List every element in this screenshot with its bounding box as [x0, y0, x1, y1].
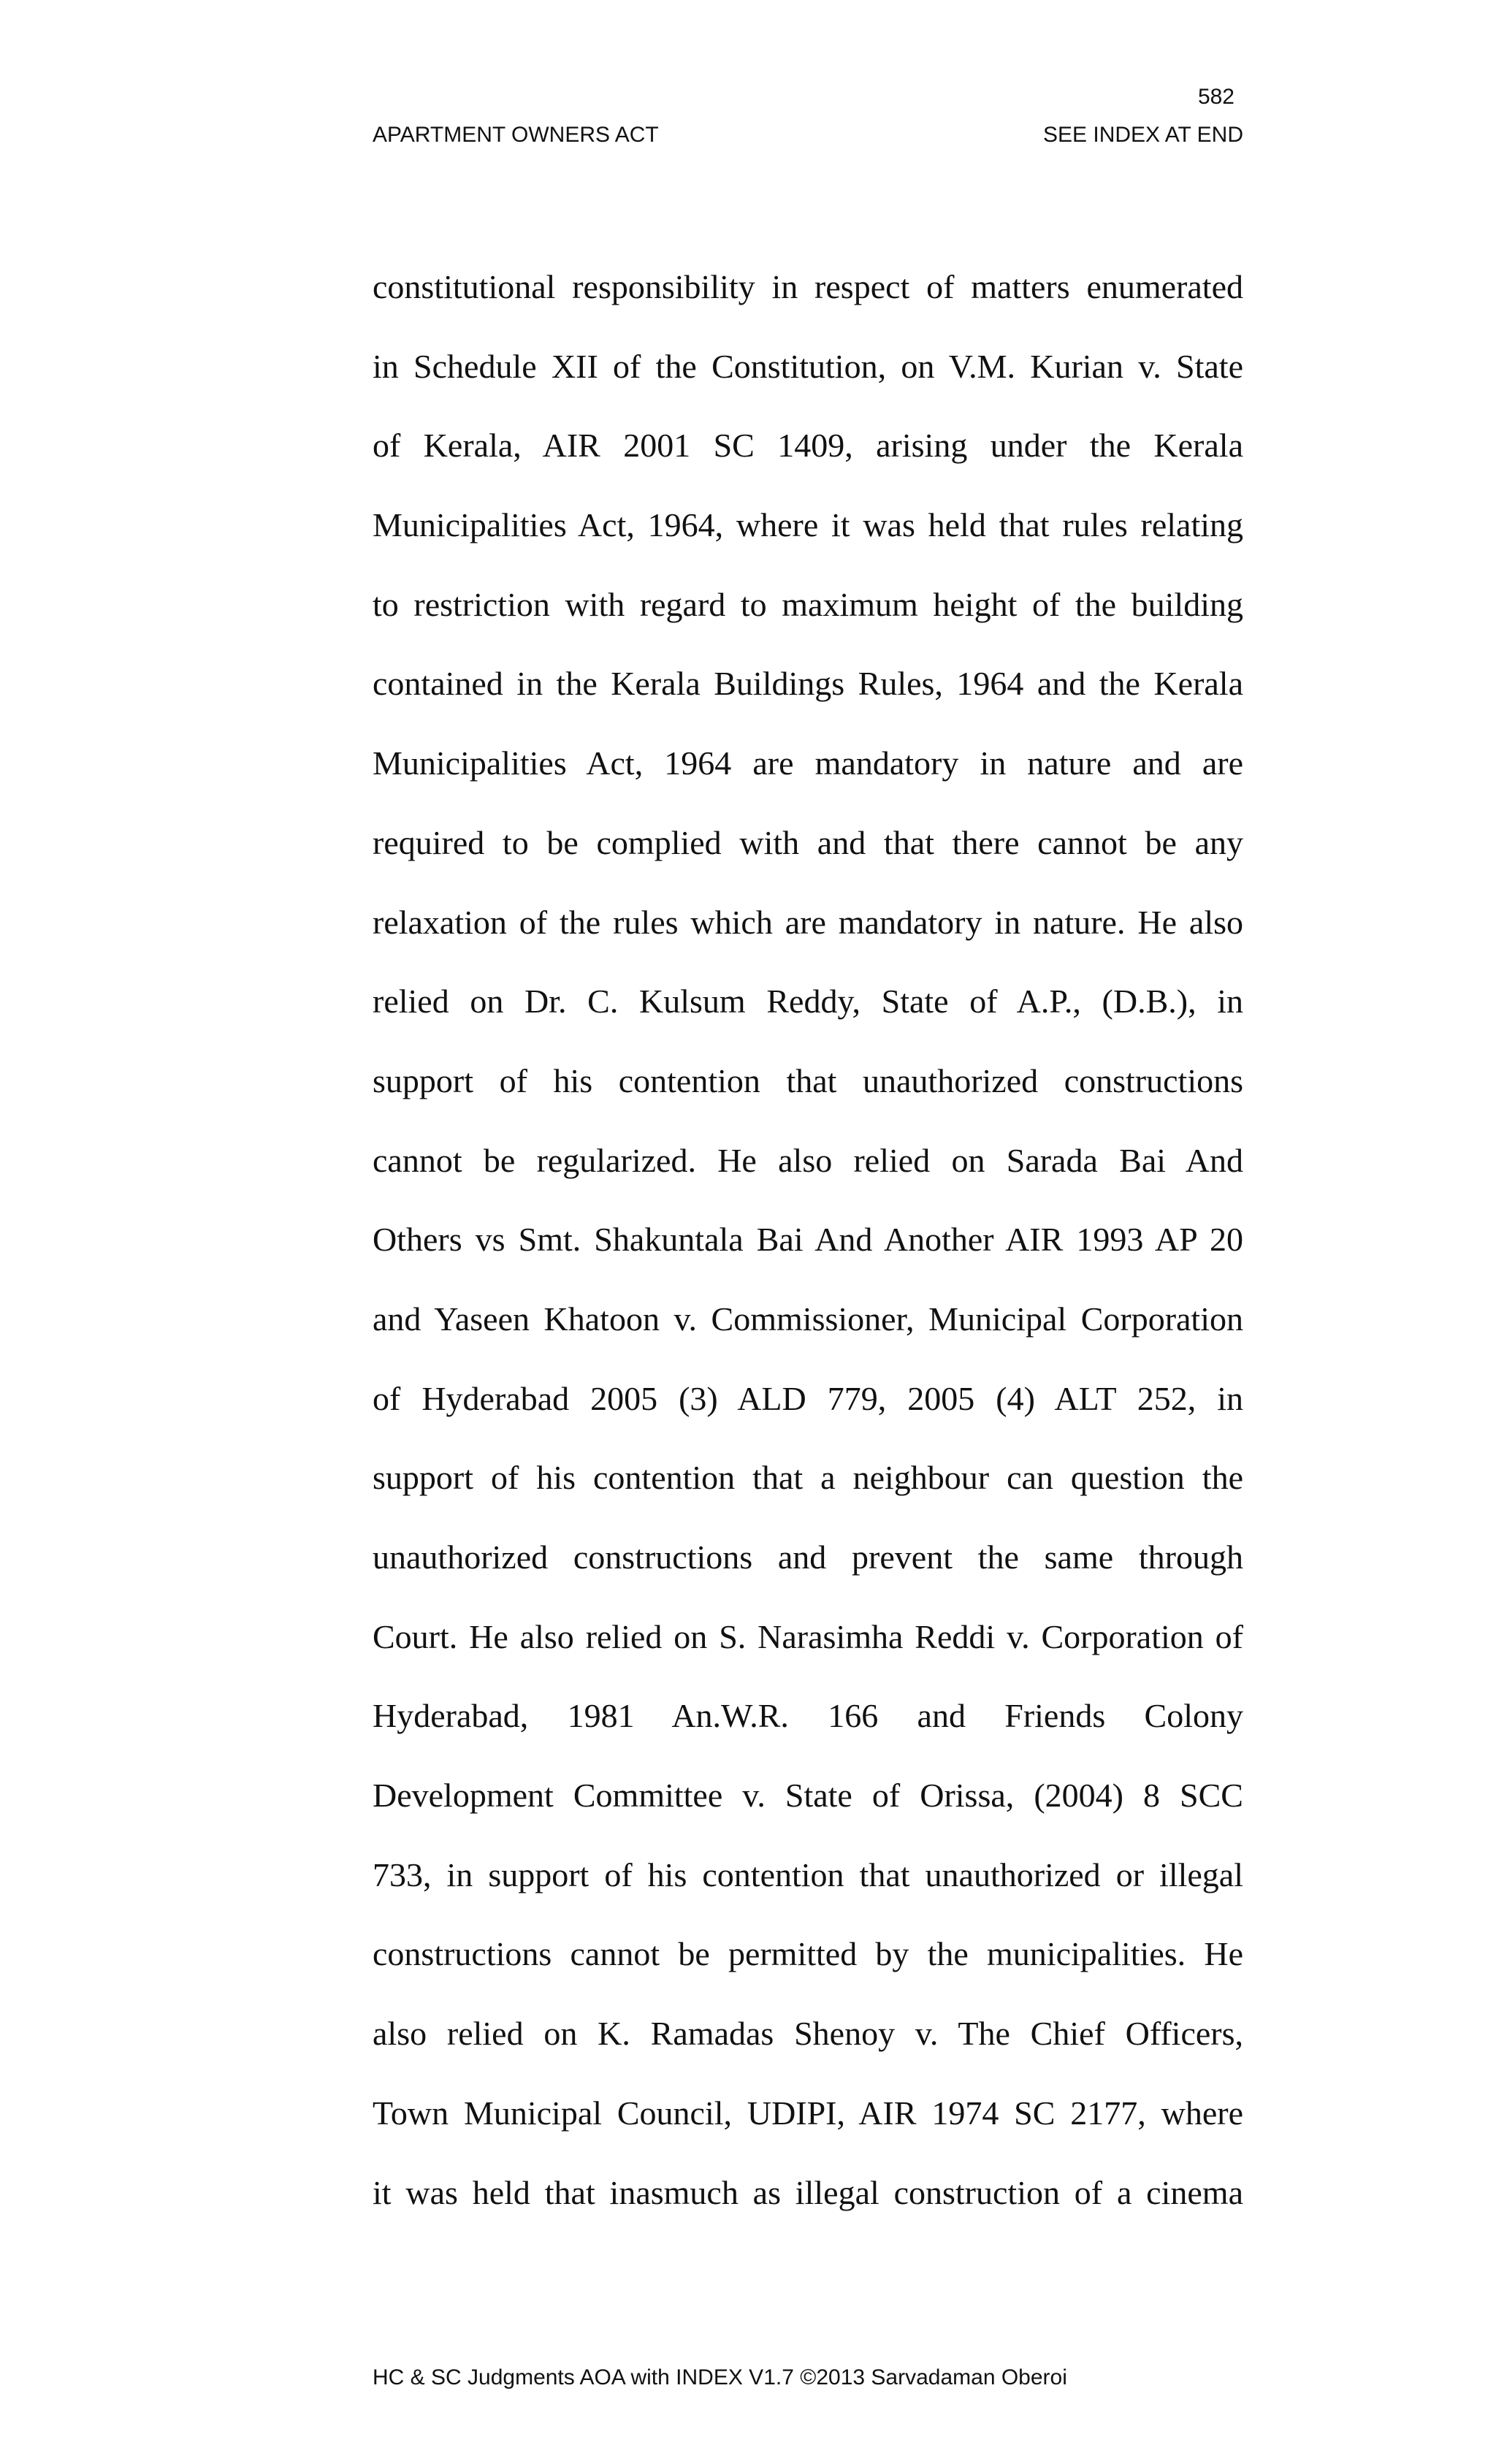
text-line: relied on Dr. C. Kulsum Reddy, State of A.P., (D.B.), in [373, 983, 1243, 1021]
text-line: of Hyderabad 2005 (3) ALD 779, 2005 (4) ALT 252, in [373, 1379, 1243, 1417]
text-line: Others vs Smt. Shakuntala Bai And Another AIR 1993 AP 20 [373, 1221, 1243, 1259]
text-line: Municipalities Act, 1964 are mandatory in nature and are [373, 744, 1243, 782]
text-line: Court. He also relied on S. Narasimha Reddi v. Corporation of [373, 1617, 1243, 1655]
body-text [373, 260, 1243, 2245]
text-line: support of his contention that a neighbour can question the [373, 1459, 1243, 1497]
text-line: constitutional responsibility in respect of matters enumerated [373, 268, 1243, 305]
text-line: 733, in support of his contention that unauthorized or illegal [373, 1855, 1243, 1893]
text-line: cannot be regularized. He also relied on Sarada Bai And [373, 1141, 1243, 1179]
text-line: Hyderabad, 1981 An.W.R. 166 and Friends Colony [373, 1697, 1243, 1735]
text-line: contained in the Kerala Buildings Rules, 1964 and the Kerala [373, 665, 1243, 703]
text-line: to restriction with regard to maximum height of the building [373, 585, 1243, 623]
header-index-note: SEE INDEX AT END [1043, 123, 1243, 147]
footer-copyright: HC & SC Judgments AOA with INDEX V1.7 ©2013 Sarvadaman Oberoi [373, 2365, 1067, 2389]
text-line: of Kerala, AIR 2001 SC 1409, arising under the Kerala [373, 427, 1243, 465]
text-line: it was held that inasmuch as illegal construction of a cinema [373, 2173, 1243, 2211]
text-line: Town Municipal Council, UDIPI, AIR 1974 SC 2177, where [373, 2094, 1243, 2132]
text-line: in Schedule XII of the Constitution, on V.M. Kurian v. State [373, 347, 1243, 385]
text-line: unauthorized constructions and prevent the same through [373, 1538, 1243, 1576]
running-header [373, 124, 1243, 146]
header-title: APARTMENT OWNERS ACT [373, 123, 659, 147]
text-line: relaxation of the rules which are mandatory in nature. He also [373, 903, 1243, 941]
text-line: and Yaseen Khatoon v. Commissioner, Municipal Corporation [373, 1300, 1243, 1338]
text-line: constructions cannot be permitted by the municipalities. He [373, 1935, 1243, 1973]
text-line: Development Committee v. State of Orissa, (2004) 8 SCC [373, 1777, 1243, 1815]
text-line: also relied on K. Ramadas Shenoy v. The Chief Officers, [373, 2015, 1243, 2053]
text-line: support of his contention that unauthorized constructions [373, 1061, 1243, 1099]
page-number: 582 [1197, 85, 1234, 109]
text-line: Municipalities Act, 1964, where it was held that rules relating [373, 506, 1243, 544]
text-line: required to be complied with and that there cannot be any [373, 823, 1243, 861]
